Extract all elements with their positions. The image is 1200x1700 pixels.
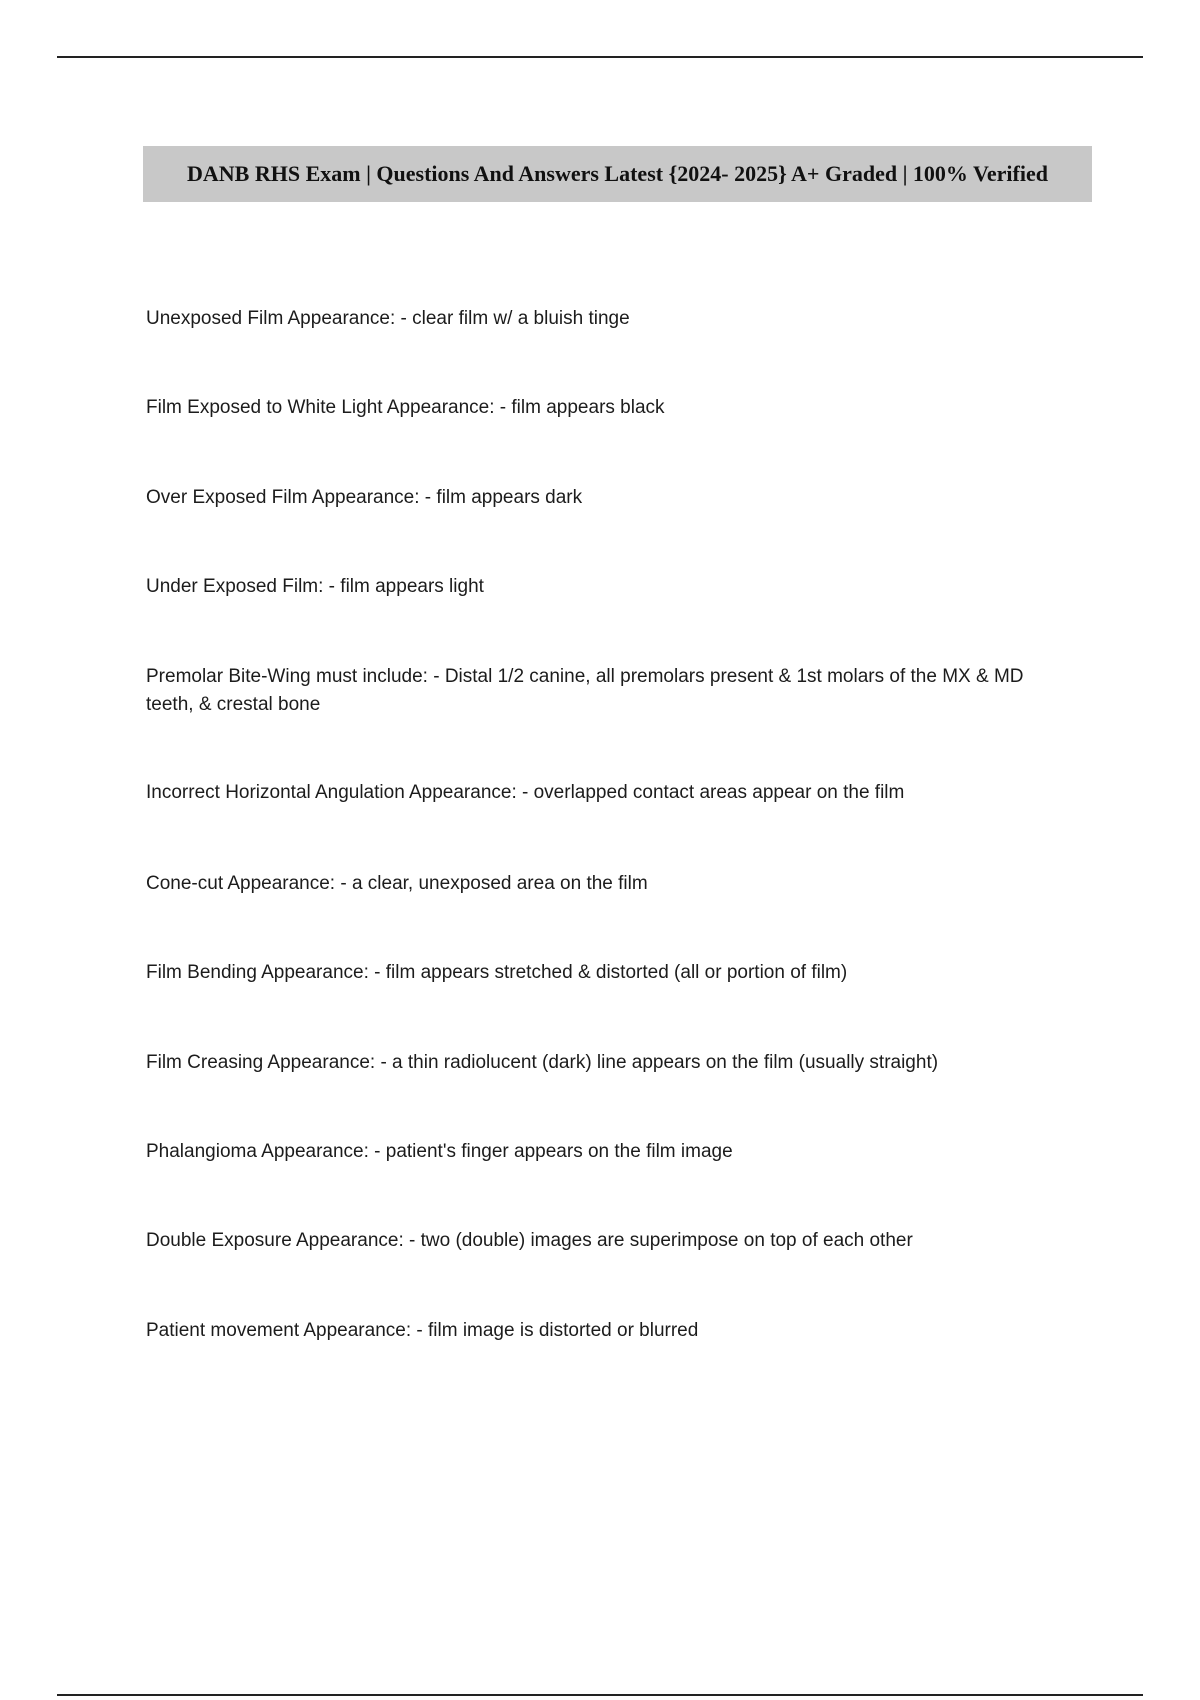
document-title: DANB RHS Exam | Questions And Answers Latest {2024- 2025} A+ Graded | 100% Verified [187, 161, 1048, 186]
qa-item: Film Exposed to White Light Appearance: - film appears black [146, 397, 665, 418]
qa-item: Over Exposed Film Appearance: - film appears dark [146, 487, 583, 508]
qa-item: Phalangioma Appearance: - patient's finger appears on the film image [146, 1141, 733, 1162]
qa-item: Under Exposed Film: - film appears light [146, 576, 484, 597]
qa-item: Film Creasing Appearance: - a thin radiolucent (dark) line appears on the film (usually straight) [146, 1052, 939, 1073]
qa-item: Patient movement Appearance: - film image is distorted or blurred [146, 1320, 699, 1341]
qa-item: Film Bending Appearance: - film appears stretched & distorted (all or portion of film) [146, 962, 848, 983]
bottom-divider [57, 1694, 1143, 1696]
qa-item: Unexposed Film Appearance: - clear film w/ a bluish tinge [146, 308, 630, 329]
title-banner [143, 146, 1092, 202]
qa-item: Premolar Bite-Wing must include: - Distal 1/2 canine, all premolars present & 1st molars of the MX & MD teeth, & crestal bone [146, 666, 1024, 715]
top-divider [57, 56, 1143, 58]
qa-item: Cone-cut Appearance: - a clear, unexposed area on the film [146, 873, 648, 894]
qa-item: Incorrect Horizontal Angulation Appearance: - overlapped contact areas appear on the film [146, 782, 905, 803]
qa-item: Double Exposure Appearance: - two (double) images are superimpose on top of each other [146, 1230, 913, 1251]
